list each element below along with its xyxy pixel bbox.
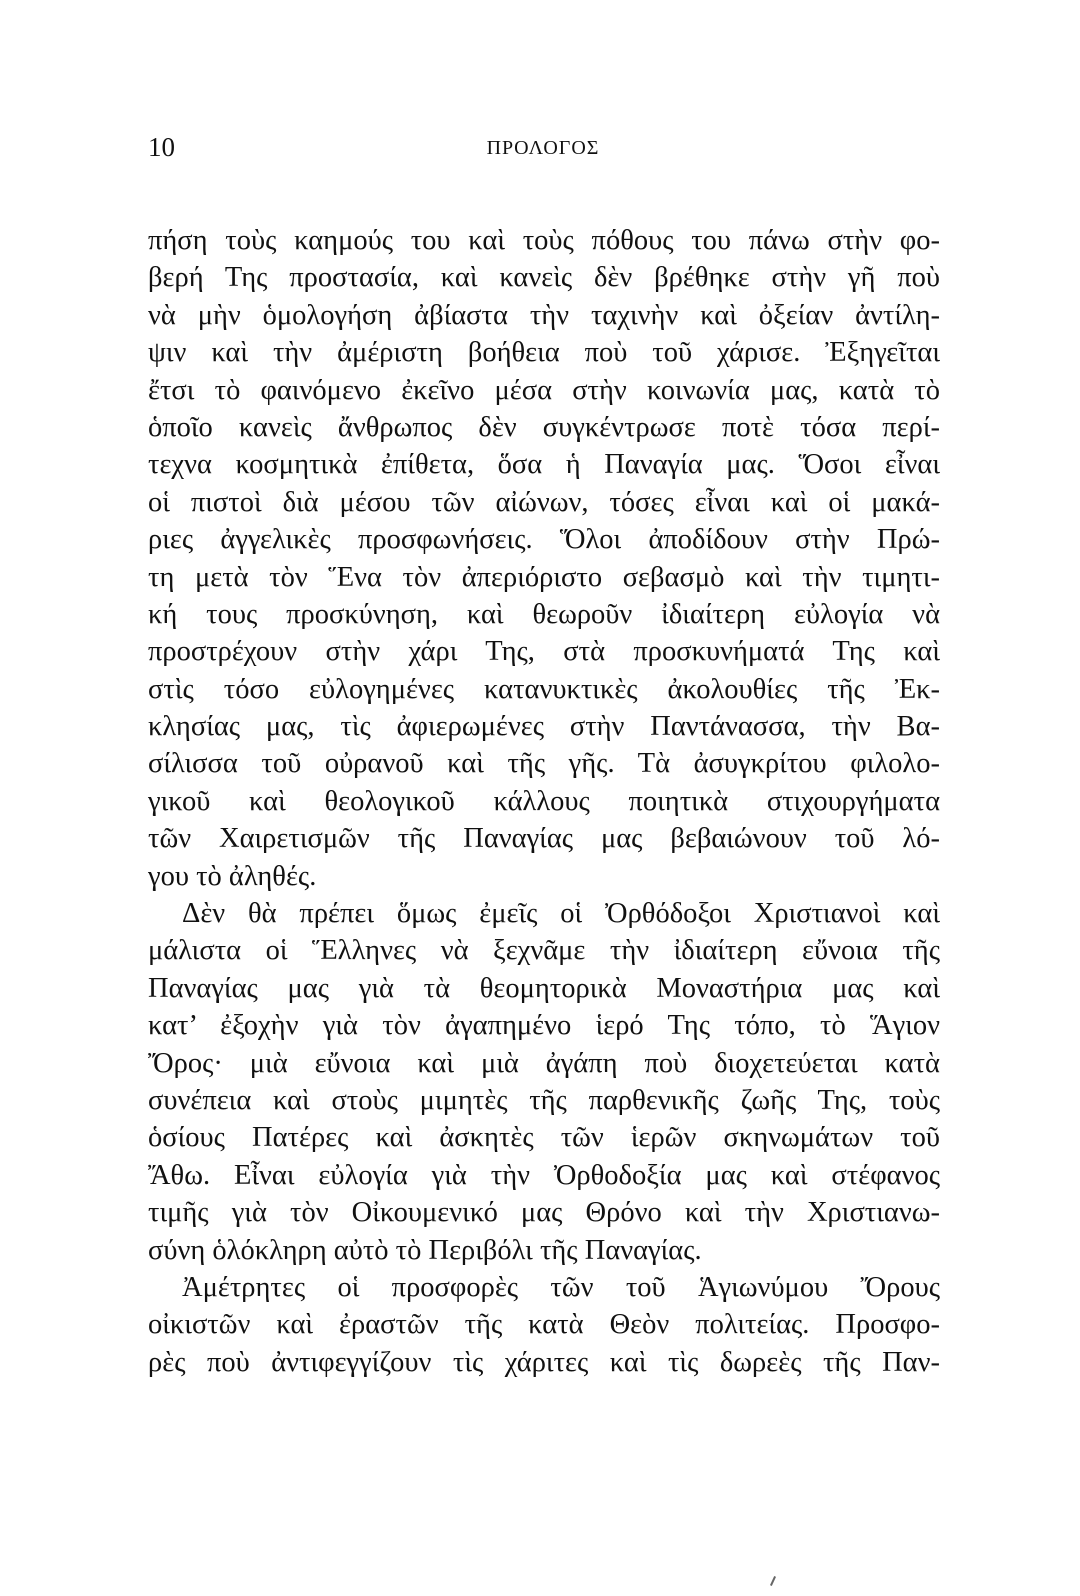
text-line: ὁσίους Πατέρες καὶ ἀσκητὲς τῶν ἱερῶν σκηνωμάτων τοῦ xyxy=(148,1122,940,1154)
text-line: Ὄρος· μιὰ εὔνοια καὶ μιὰ ἀγάπη ποὺ διοχετεύεται κατὰ xyxy=(148,1047,940,1079)
text-line: συνέπεια καὶ στοὺς μιμητὲς τῆς παρθενικῆς ζωῆς Της, τοὺς xyxy=(148,1084,940,1116)
text-line: νὰ μὴν ὁμολογήση ἀβίαστα τὴν ταχινὴν καὶ ὀξείαν ἀντίλη- xyxy=(148,299,940,331)
body-text xyxy=(148,222,940,1381)
text-line: ρὲς ποὺ ἀντιφεγγίζουν τὶς χάριτες καὶ τὶς δωρεὲς τῆς Παν- xyxy=(148,1346,940,1378)
text-line: οἱ πιστοὶ διὰ μέσου τῶν αἰώνων, τόσες εἶναι καὶ οἱ μακά- xyxy=(148,486,940,518)
text-line: πήση τοὺς καημούς του καὶ τοὺς πόθους του πάνω στὴν φο- xyxy=(148,225,940,256)
text-line: τιμῆς γιὰ τὸν Οἰκουμενικό μας Θρόνο καὶ τὴν Χριστιανω- xyxy=(148,1197,940,1229)
text-line: τη μετὰ τὸν Ἕνα τὸν ἀπεριόριστο σεβασμὸ καὶ τὴν τιμητι- xyxy=(148,561,940,593)
text-line: ἔτσι τὸ φαινόμενο ἐκεῖνο μέσα στὴν κοινωνία μας, κατὰ τὸ xyxy=(148,374,940,406)
text-line: τεχνα κοσμητικὰ ἐπίθετα, ὅσα ἡ Παναγία μας. Ὅσοι εἶναι xyxy=(148,449,940,481)
text-line: μάλιστα οἱ Ἕλληνες νὰ ξεχνᾶμε τὴν ἰδιαίτερη εὔνοια τῆς xyxy=(148,935,940,967)
paragraph-2 xyxy=(148,895,940,1269)
text-line: οἰκιστῶν καὶ ἐραστῶν τῆς κατὰ Θεὸν πολιτείας. Προσφο- xyxy=(148,1309,940,1341)
text-line: κατ’ ἐξοχὴν γιὰ τὸν ἀγαπημένο ἱερό Της τόπο, τὸ Ἅγιον xyxy=(148,1010,940,1042)
scan-speck xyxy=(770,1576,776,1586)
text-line: τῶν Χαιρετισμῶν τῆς Παναγίας μας βεβαιώνουν τοῦ λό- xyxy=(148,823,940,855)
text-line: προστρέχουν στὴν χάρι Της, στὰ προσκυνήματά Της καὶ xyxy=(148,636,940,668)
text-line: γικοῦ καὶ θεολογικοῦ κάλλους ποιητικὰ στιχουργήματα xyxy=(148,785,940,817)
text-line: σύνη ὁλόκληρη αὐτὸ τὸ Περιβόλι τῆς Παναγίας. xyxy=(148,1234,702,1266)
text-line: στὶς τόσο εὐλογημένες κατανυκτικὲς ἀκολουθίες τῆς Ἐκ- xyxy=(148,673,940,705)
text-line: κλησίας μας, τὶς ἀφιερωμένες στὴν Παντάνασσα, τὴν Βα- xyxy=(148,711,940,743)
text-line: Ἄθω. Εἶναι εὐλογία γιὰ τὴν Ὀρθοδοξία μας καὶ στέφανος xyxy=(148,1159,940,1191)
running-head: ΠΡΟΛΟΓΟΣ xyxy=(486,137,600,159)
text-line: κή τους προσκύνηση, καὶ θεωροῦν ἰδιαίτερη εὐλογία νὰ xyxy=(148,598,940,630)
text-line: ψιν καὶ τὴν ἀμέριστη βοήθεια ποὺ τοῦ χάρισε. Ἐξηγεῖται xyxy=(148,337,940,369)
text-line: γου τὸ ἀληθές. xyxy=(148,860,317,892)
text-line: βερή Της προστασία, καὶ κανεὶς δὲν βρέθηκε στὴν γῆ ποὺ xyxy=(148,262,940,294)
text-line: ριες ἀγγελικὲς προσφωνήσεις. Ὅλοι ἀποδίδουν στὴν Πρώ- xyxy=(148,524,940,556)
text-line: ὁποῖο κανεὶς ἄνθρωπος δὲν συγκέντρωσε ποτὲ τόσα περί- xyxy=(148,411,940,443)
text-line: Δὲν θὰ πρέπει ὅμως ἐμεῖς οἱ Ὀρθόδοξοι Χριστιανοὶ καὶ xyxy=(182,898,940,930)
text-line: Ἀμέτρητες οἱ προσφορὲς τῶν τοῦ Ἁγιωνύμου Ὄρους xyxy=(182,1271,940,1303)
text-line: σίλισσα τοῦ οὐρανοῦ καὶ τῆς γῆς. Τὰ ἀσυγκρίτου φιλολο- xyxy=(148,748,940,780)
page-header xyxy=(148,132,938,168)
page-number: 10 xyxy=(148,132,175,162)
text-line: Παναγίας μας γιὰ τὰ θεομητορικὰ Μοναστήρια μας καὶ xyxy=(148,972,940,1004)
paragraph-1 xyxy=(148,222,940,895)
paragraph-3 xyxy=(148,1269,940,1381)
